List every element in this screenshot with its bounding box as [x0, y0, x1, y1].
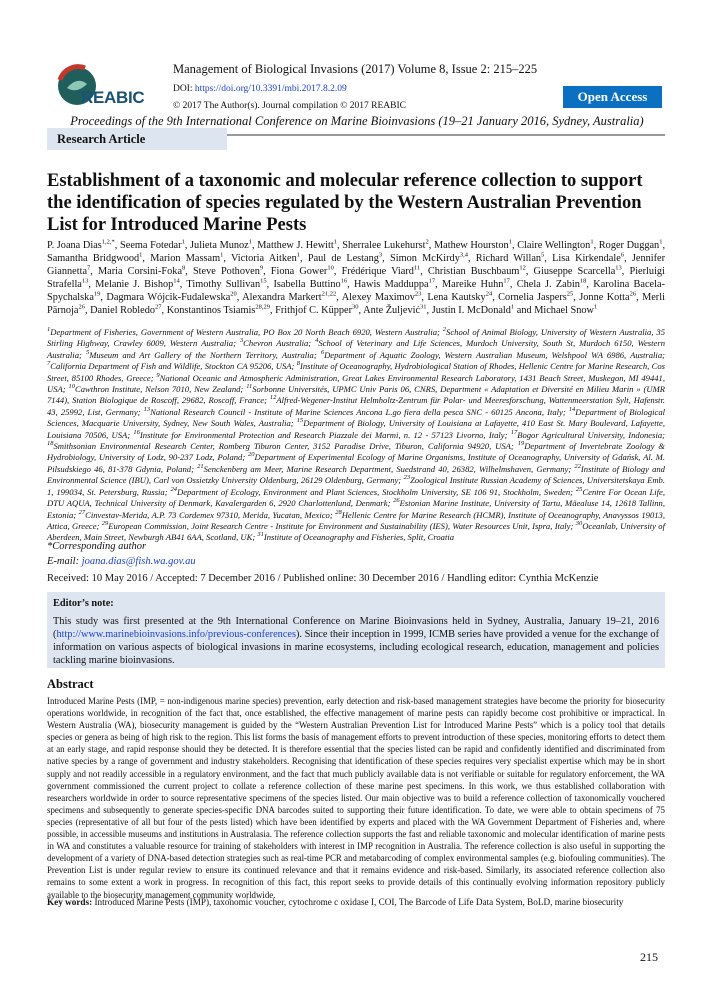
affiliation-number: 23	[403, 474, 411, 482]
author-affiliation-ref: 8	[182, 264, 186, 272]
author: Karolina Bacela-Spychalska$^{19}$	[47, 278, 665, 303]
affiliation-number: 7	[47, 360, 51, 368]
author-affiliation-ref: 9	[259, 264, 264, 272]
affiliation-number: 31	[257, 531, 264, 539]
affiliation-number: 25	[575, 485, 583, 493]
affiliation: $^{16}$Institute for Environmental Protection and Research Piazzale dei Marmi, n. 12 - 57123 Livorno, Italy;	[133, 428, 511, 440]
author: Chela J. Zabin$^{18}$	[516, 277, 587, 290]
proceedings-line: Proceedings of the 9th International Conference on Marine Bioinvasions (19–21 January 2016, Sydney, Australia)	[70, 114, 644, 128]
affiliation: $^{28}$Hellenic Centre for Marine Research (HCMR), Institute of Oceanography, Anavyssos 19013, Attica, Greece;	[47, 508, 665, 531]
author: Daniel Robledo$^{27}$	[90, 303, 162, 316]
author: Matthew J. Hewitt$^1$	[257, 238, 337, 251]
affiliation: $^{27}$Cinvestav-Merida, A.P. 73 Cordemex 97310, Merida, Yucatan, Mexico;	[78, 508, 336, 520]
affiliation: $^3$Chevron Australia;	[239, 337, 316, 349]
email-link[interactable]: joana.dias@fish.wa.gov.au	[81, 556, 196, 567]
author-affiliation-ref: 1	[510, 303, 515, 311]
author-affiliation-ref: 10	[327, 264, 334, 272]
editors-note-heading: Editor’s note:	[53, 598, 114, 609]
dates-line: Received: 10 May 2016 / Accepted: 7 December 2016 / Published online: 30 December 2016 / Handling editor: Cynthia McKenzie	[47, 573, 599, 584]
author-affiliation-ref: 1	[593, 303, 598, 311]
affiliation-number: 4	[315, 337, 319, 345]
author-affiliation-ref: 1	[139, 251, 143, 259]
affiliation-number: 28	[335, 508, 342, 516]
affiliation-number: 2	[442, 326, 447, 334]
author: Hawis Madduppa$^{17}$	[354, 277, 436, 290]
affiliation: $^{22}$Institute of Biology and Environmental Science (IBU), Carl von Ossietzky University Oldenburg, 26129 Oldenburg, Germany;	[47, 463, 665, 486]
author: Sherralee Lukehurst$^2$	[342, 238, 429, 251]
affiliation: $^2$School of Animal Biology, University of Western Australia, 35 Stirling Highway, Crawley 6009, Western Australia;	[47, 326, 665, 349]
author: Justin I. McDonald$^1$	[431, 303, 515, 316]
affiliation-number: 20	[248, 451, 255, 459]
article-title: Establishment of a taxonomic and molecular reference collection to support the identification of species regulated by the Western Australian Prevention List for Introduced Marine Pests	[47, 171, 643, 235]
author-affiliation-ref: 26	[78, 303, 85, 311]
page-number: 215	[640, 950, 658, 964]
affiliation: $^{31}$Institute of Oceanography and Fisheries, Split, Croatia	[257, 531, 455, 543]
open-access-badge: Open Access	[563, 86, 662, 108]
affiliation-number: 1	[47, 326, 51, 334]
author-affiliation-ref: 23	[414, 290, 422, 298]
reabic-logo	[55, 62, 155, 114]
author-affiliation-ref: 16	[340, 277, 348, 285]
editors-note-box	[47, 592, 665, 668]
author-affiliation-ref: 2	[425, 238, 429, 246]
author-affiliation-ref: 1,2,*	[101, 238, 115, 246]
author-affiliation-ref: 25	[566, 290, 574, 298]
author-affiliation-ref: 1	[181, 238, 185, 246]
author-affiliation-ref: 21,22	[321, 290, 337, 298]
affiliation: $^{17}$Bogor Agricultural University, Indonesia;	[510, 428, 666, 440]
author: Julieta Munoz$^1$	[190, 238, 252, 251]
affiliation: $^{10}$Cawthron Institute, Nelson 7010, New Zealand;	[68, 383, 247, 395]
affiliation-number: 10	[68, 383, 75, 391]
conference-link[interactable]: http://www.marinebioinvasions.info/previous-conferences	[56, 629, 296, 640]
affiliation-number: 22	[574, 463, 581, 471]
affiliation-number: 18	[47, 440, 54, 448]
author-affiliation-ref: 18	[579, 277, 587, 285]
affiliation: $^{30}$Oceanlab, University of Aberdeen, Main Street, Newburgh AB41 6AA, Scotland, UK;	[47, 520, 665, 543]
author: Pierluigi Strafella$^{13}$	[47, 265, 665, 290]
author: Simon McKirdy$^{3,4}$	[389, 251, 468, 264]
affiliation-list	[47, 327, 665, 544]
author-affiliation-ref: 3,4	[459, 251, 468, 259]
author-affiliation-ref: 1	[220, 251, 224, 259]
affiliation-number: 14	[568, 405, 576, 413]
author-affiliation-ref: 13	[615, 264, 622, 272]
editors-note-text-a: This study was first presented at the 9th International Conference on Marine Bioinvasions held in Sydney, Australia, January 19–21, 2016 (	[53, 616, 659, 640]
affiliation: $^{20}$Department of Experimental Ecology of Marine Organisms, Institute of Oceanography, University of Gdańsk, Al. M. Pilsudskiego 46, 81-378 Gdynia, Poland;	[47, 451, 665, 474]
author: Seema Fotedar$^1$	[120, 238, 185, 251]
affiliation-number: 17	[510, 428, 518, 436]
author: Steve Pothoven$^9$	[192, 264, 264, 277]
affiliation: $^{11}$Sorbonne Universités, UPMC Univ Paris 06, CNRS, Department « Adaptation et Diversité en Milieu Marin » (UMR 7144), Station Biologique de Roscoff, 29682, Roscoff, France;	[47, 383, 665, 406]
author: Jonne Kotta$^{26}$	[579, 290, 637, 303]
author: Christian Buschbaum$^{12}$	[427, 264, 526, 277]
affiliation-number: 27	[78, 508, 86, 516]
author: Jennifer Giannetta$^7$	[47, 252, 666, 277]
author-affiliation-ref: 1	[248, 238, 252, 246]
affiliation: $^{14}$Department of Biological Sciences, Macquarie University, Sydney, New South Wales, Australia;	[47, 405, 666, 429]
author: Marion Massam$^1$	[150, 251, 224, 264]
editors-note-text	[53, 615, 659, 667]
affiliation: $^{24}$Department of Ecology, Environment and Plant Sciences, Stockholm University, SE 106 91, Stockholm, Sweden;	[170, 485, 576, 497]
affiliation: $^{15}$Department of Biology, University of Louisiana at Lafayette, 410 East St. Mary Boulevard, Lafayette, Louisiana 70506, USA;	[47, 417, 665, 440]
author: Ante Žuljević$^{31}$	[363, 303, 427, 316]
author: Claire Wellington$^1$	[517, 238, 594, 251]
journal-citation: Management of Biological Invasions (2017) Volume 8, Issue 2: 215–225	[173, 62, 538, 76]
author-affiliation-ref: 1	[659, 238, 663, 246]
doi-line	[173, 84, 347, 94]
logo-text: REABIC	[81, 88, 145, 107]
affiliation: $^{18}$Smithsonian Environmental Research Center, Romberg Tiburon Center, 3152 Paradise Drive, Tiburon, California 94920, USA;	[47, 440, 518, 452]
affiliation-number: 26	[393, 497, 400, 505]
doi-link[interactable]: https://doi.org/10.3391/mbi.2017.8.2.09	[194, 84, 347, 94]
author: Frédérique Viard$^{11}$	[341, 264, 421, 277]
keywords-text: Introduced Marine Pests (IMP), taxonomic voucher, cytochrome c oxidase I, COI, The Barcode of Life Data System, BoLD, marine biosecurity	[92, 897, 624, 907]
author: Roger Duggan$^1$	[598, 238, 663, 251]
affiliation: $^{25}$Centre For Ocean Life, DTU AQUA, Technical University of Denmark, Kavalergarden 6, 2920 Charlottenlund, Denmark;	[47, 485, 665, 509]
author-affiliation-ref: 28,29	[255, 303, 270, 311]
affiliation-number: 13	[143, 405, 151, 413]
affiliation-number: 5	[85, 348, 90, 356]
corresponding-author-note: *Corresponding author	[47, 541, 147, 552]
affiliation-number: 29	[101, 520, 109, 528]
affiliation-number: 19	[517, 440, 525, 448]
affiliation: $^5$Museum and Art Gallery of the Northern Territory, Australia;	[85, 348, 321, 360]
author-affiliation-ref: 13	[81, 277, 89, 285]
author: Lisa Kirkendale$^6$	[552, 251, 625, 264]
author: Lena Kautsky$^{24}$	[427, 290, 493, 303]
affiliation: $^{23}$Zoological Institute Russian Academy of Sciences, Universitetskaya Emb. 1, 199034, St. Petersburg, Russia;	[47, 474, 665, 497]
affiliation-number: 6	[320, 348, 325, 356]
author-affiliation-ref: 1	[590, 238, 594, 246]
author: Isabella Buttino$^{16}$	[273, 277, 348, 290]
author-affiliation-ref: 17	[503, 277, 510, 285]
author: Fiona Gower$^{10}$	[270, 264, 334, 277]
keywords-label: Key words:	[47, 897, 93, 907]
author: Alexandra Markert$^{21,22}$	[242, 290, 337, 303]
author: Alexey Maximov$^{23}$	[341, 290, 422, 303]
author-affiliation-ref: 12	[519, 264, 526, 272]
author-affiliation-ref: 3	[378, 251, 383, 259]
author: Samantha Bridgwood$^1$	[47, 251, 143, 264]
affiliation-number: 11	[246, 383, 253, 391]
affiliation: $^4$School of Veterinary and Life Sciences, Murdoch University, South St, Murdoch 6150, Western Australia;	[47, 337, 665, 360]
affiliation-number: 12	[269, 394, 277, 402]
author-affiliation-ref: 7	[87, 264, 91, 272]
doi-label: DOI:	[173, 84, 195, 94]
keywords	[47, 897, 623, 907]
author: Merli Pärnoja$^{26}$	[47, 291, 665, 316]
author: Mareike Huhn$^{17}$	[441, 277, 510, 290]
author-affiliation-ref: 20	[230, 290, 237, 298]
editors-note-text-b: ). Since their inception in 1999, ICMB series have provided a venue for the exchange of information on various aspects of biological invasions in marine ecosystems, including ecological research, education, management and policies tackling marine bioinvasions.	[53, 629, 659, 666]
email-label: E-mail:	[47, 556, 82, 567]
author: Paul de Lestang$^3$	[307, 251, 383, 264]
copyright: © 2017 The Author(s). Journal compilation © 2017 REABIC	[173, 101, 407, 111]
affiliation: $^1$Department of Fisheries, Government of Western Australia, PO Box 20 North Beach 6920, Western Australia;	[47, 326, 443, 337]
author-affiliation-ref: 31	[420, 303, 427, 311]
abstract-heading: Abstract	[47, 677, 94, 691]
author: Timothy Sullivan$^{15}$	[186, 277, 267, 290]
author: Richard Willan$^5$	[475, 251, 545, 264]
author-affiliation-ref: 17	[428, 277, 436, 285]
author: Dagmara Wójcik-Fudalewska$^{20}$	[106, 290, 237, 303]
author-affiliation-ref: 6	[620, 251, 625, 259]
author: Victoria Aitken$^1$	[230, 251, 301, 264]
affiliation-number: 16	[133, 428, 140, 436]
abstract-text: Introduced Marine Pests (IMP, = non-indigenous marine species) prevention, early detection and risk-based management strategies have become the priority for biosecurity operations worldwide, in recognition of the fact that, once established, the effective management of marine pests can rapidly become cost prohibitive or impractical. In Western Australia (WA), biosecurity management is guided by the “Western Australian Prevention List for Introduced Marine Pests” which is a policy tool that details species or genera as being of high risk to the region. This list forms the basis of management efforts to prevent introduction of these species, monitoring efforts to detect them at an early stage, and rapid response should they be detected. It is therefore essential that the species listed can be rapid and confidently identified and discriminated from native species by a range of government and industry stakeholders. Recognising that identification of these species requires very specialist expertise which may be in short supply and not readily accessible in a regulatory environment, and the fact that much publicly available data is not verifiable or suitable for regulatory enforcement, the WA government commissioned the current project to collate a reference collection of these marine pest specimens. In this work, we thus established collaboration with researchers worldwide in order to source representative specimens of the species listed. Our main objective was to build a reference collection of taxonomically vouchered specimens and subsequently to generate species-specific DNA barcodes suited to supporting their future identification. To date, we were able to obtain specimens of 75 species (representative of all but four of the pests listed) which have been identified by experts and placed with the WA Government Department of Fisheries and, where possible, in accessible museums and institutions in Australasia. The reference collection supports the fast and reliable taxonomic and molecular identification of marine pests in WA and constitutes a valuable resource for training of stakeholders with interest in IMP recognition in Australia. The reference collection is also useful in supporting the development of a variety of DNA-based detection strategies such as real-time PCR and metabarcoding of complex environmental samples (e.g. biofouling communities). The Prevention List is under regular review to ensure its continued relevance and that it remains evidence and risk-based. Similarly, its associated reference collection also remains to some extent a work in progress. In recognition of this fact, this report seeks to provide details of this continually evolving information repository publicly available to the biosecurity management community worldwide.	[47, 696, 665, 900]
author-affiliation-ref: 1	[333, 238, 337, 246]
affiliation: $^8$Institute of Oceanography, Hydrobiological Station of Rhodes, Hellenic Centre for Marine Research, Cos Street, 85100 Rhodes, Greece;	[47, 360, 666, 383]
author-affiliation-ref: 11	[413, 264, 421, 272]
author: P. Joana Dias$^{1,2,*}$	[47, 238, 115, 251]
author-affiliation-ref: 1	[296, 251, 301, 259]
author-affiliation-ref: 5	[541, 251, 545, 259]
author-affiliation-ref: 19	[93, 290, 101, 298]
author: Mathew Hourston$^1$	[433, 238, 512, 251]
author-affiliation-ref: 15	[260, 277, 267, 285]
author-affiliation-ref: 26	[629, 290, 637, 298]
affiliation-number: 15	[296, 417, 304, 425]
affiliation-number: 24	[170, 485, 177, 493]
author: Frithjof C. Küpper$^{30}$	[275, 303, 359, 316]
author-affiliation-ref: 30	[352, 303, 359, 311]
author: Melanie J. Bishop$^{14}$	[95, 277, 180, 290]
affiliation: $^{21}$Senckenberg am Meer, Marine Research Department, Suedstrand 40, 26382, Wilhelmshaven, Germany;	[197, 463, 575, 474]
author: Giuseppe Scarcella$^{13}$	[533, 264, 622, 277]
author-list: P. Joana Dias$^{1,2,*}$, Seema Fotedar$^1$, Julieta Munoz$^1$, Matthew J. Hewitt$^1$, Sherralee Lukehurst$^2$, Mathew Hourston$^1$, Claire Wellington$^1$, Roger Duggan$^1$, Samantha Bridgwood$^1$, Marion Massam$^1$, Victoria Aitken$^1$, Paul de Lestang$^3$, Simon McKirdy$^{3,4}$, Richard Willan$^5$, Lisa Kirkendale$^6$, Jennifer Giannetta$^7$, Maria Corsini-Foka$^8$, Steve Pothoven$^9$, Fiona Gower$^{10}$, Frédérique Viard$^{11}$, Christian Buschbaum$^{12}$, Giuseppe Scarcella$^{13}$, Pierluigi Strafella$^{13}$, Melanie J. Bishop$^{14}$, Timothy Sullivan$^{15}$, Isabella Buttino$^{16}$, Hawis Madduppa$^{17}$, Mareike Huhn$^{17}$, Chela J. Zabin$^{18}$, Karolina Bacela-Spychalska$^{19}$, Dagmara Wójcik-Fudalewska$^{20}$, Alexandra Markert$^{21,22}$, Alexey Maximov$^{23}$, Lena Kautsky$^{24}$, Cornelia Jaspers$^{25}$, Jonne Kotta$^{26}$, Merli Pärnoja$^{26}$, Daniel Robledo$^{27}$, Konstantinos Tsiamis$^{28,29}$, Frithjof C. Küpper$^{30}$, Ante Žuljević$^{31}$, Justin I. McDonald$^1$ and Michael Snow$^1$	[47, 238, 666, 316]
affiliation-number: 3	[239, 337, 244, 345]
affiliation-number: 8	[296, 360, 300, 368]
author: Maria Corsini-Foka$^8$	[97, 264, 186, 277]
affiliation: $^{13}$National Research Council - Institute of Marine Sciences Ancona L.go fiera della pesca SNC - 60125 Ancona, Italy;	[143, 405, 569, 417]
affiliation: $^{29}$European Commission, Joint Research Centre - Institute for Environment and Sustainability (IES), Water Resources Unit, Ispra, Italy;	[101, 520, 576, 531]
author-affiliation-ref: 1	[508, 238, 512, 246]
affiliation-number: 21	[197, 463, 204, 471]
affiliation-number: 30	[575, 520, 583, 528]
author: Konstantinos Tsiamis$^{28,29}$	[166, 303, 270, 316]
author: Michael Snow$^1$	[534, 303, 598, 316]
affiliation: $^6$Department of Aquatic Zoology, Western Australian Museum, Welshpool WA 6986, Australia;	[320, 348, 665, 360]
affiliation: $^{19}$Department of Invertebrate Zoology & Hydrobiology, University of Lodz, 90-237 Lodz, Poland;	[47, 440, 665, 463]
affiliation-number: 9	[156, 371, 160, 379]
article-type-label: Research Article	[47, 128, 227, 150]
affiliation: $^{12}$Alfred-Wegener-Institut Helmholtz-Zentrum für Polar- und Meeresforschung, Wattenmeerstation Sylt, Hafenstr. 43, 25992, List, Germany;	[47, 394, 665, 417]
affiliation: $^9$National Oceanic and Atmospheric Administration, Great Lakes Environmental Research Laboratory, 1431 Beach Street, Muskegon, MI 49441, USA;	[47, 371, 665, 395]
email-line	[47, 556, 196, 567]
author-affiliation-ref: 27	[155, 303, 162, 311]
affiliation: $^7$California Department of Fish and Wildlife, Stockton CA 95206, USA;	[47, 360, 297, 372]
author-affiliation-ref: 24	[485, 290, 493, 298]
author: Cornelia Jaspers$^{25}$	[498, 290, 574, 303]
affiliation: $^{26}$Estonian Marine Institute, University of Tartu, Mäealuse 14, 12618 Tallinn, Estonia;	[47, 497, 665, 520]
author-affiliation-ref: 14	[173, 277, 180, 285]
